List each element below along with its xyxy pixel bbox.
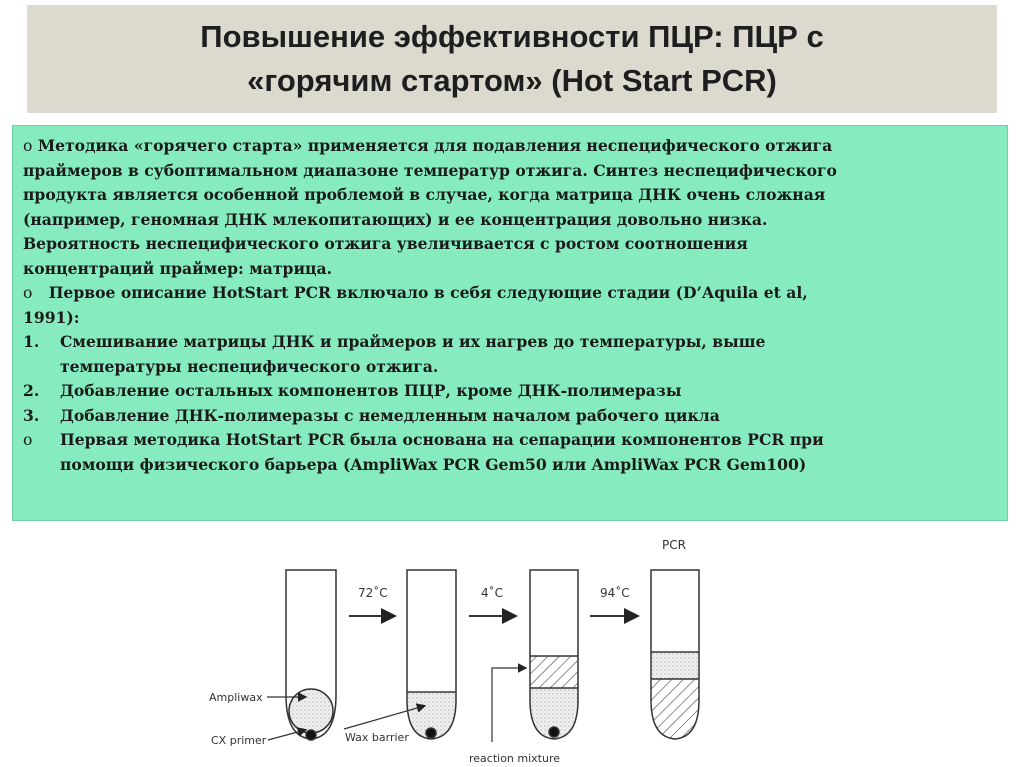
bullet-icon: o <box>23 284 33 302</box>
p1-line: (например, геномная ДНК млекопитающих) и ее концентрация довольно низка. <box>23 209 768 229</box>
step-2 <box>23 379 1007 404</box>
p1-line: Вероятность неспецифического отжига увеличивается с ростом соотношения <box>23 234 748 253</box>
p3-line <box>23 428 1007 453</box>
tube-3 <box>530 570 578 739</box>
tube-2 <box>407 570 456 739</box>
content-box <box>12 125 1008 521</box>
ampliwax-label: Ampliwax <box>209 691 263 704</box>
text: Добавление ДНК-полимеразы с немедленным началом рабочего цикла <box>60 405 720 425</box>
temp-94: 94˚C <box>600 586 630 600</box>
temp-72: 72˚C <box>358 586 388 600</box>
pcr-label: PCR <box>662 538 686 552</box>
p2-line <box>23 281 1007 306</box>
title-line-2: «горячим стартом» (Hot Start PCR) <box>247 63 777 98</box>
text: Методика «горячего старта» применяется для подавления неспецифического отжига <box>37 136 833 155</box>
primer-label: CX primer <box>211 734 267 747</box>
hot-start-diagram <box>0 525 1024 767</box>
reaction-mixture-label: reaction mixture <box>469 752 561 765</box>
text: Добавление остальных компонентов ПЦР, кроме ДНК-полимеразы <box>60 381 682 400</box>
text: Смешивание матрицы ДНК и праймеров и их нагрев до температуры, выше <box>60 332 766 351</box>
p2-line: 1991): <box>23 307 80 327</box>
step-number: 1. <box>23 332 40 351</box>
temp-4: 4˚C <box>481 586 504 600</box>
tube-1 <box>286 570 336 740</box>
step-1-cont: температуры неспецифического отжига. <box>60 356 439 376</box>
p3-line: помощи физического барьера (AmpliWax PCR Gem50 или AmpliWax PCR Gem100) <box>60 454 807 474</box>
p1-line: продукта является особенной проблемой в случае, когда матрица ДНК очень сложная <box>23 185 826 204</box>
bullet-icon: o <box>23 137 33 155</box>
step-3 <box>23 404 1007 429</box>
text: Первая методика HotStart PCR была основана на сепарации компонентов PCR при <box>60 430 824 449</box>
bullet-icon: o <box>23 431 33 449</box>
step-number: 2. <box>23 381 40 400</box>
p1-line: концентраций праймер: матрица. <box>23 258 333 278</box>
step-number: 3. <box>23 405 40 425</box>
slide-title <box>27 5 997 113</box>
p1-line: праймеров в субоптимальном диапазоне температур отжига. Синтез неспецифического <box>23 160 837 180</box>
step-1 <box>23 330 1007 355</box>
tube-4 <box>651 570 699 739</box>
title-line-1: Повышение эффективности ПЦР: ПЦР с <box>200 19 824 54</box>
text: Первое описание HotStart PCR включало в себя следующие стадии (D’Aquila et al, <box>48 283 808 302</box>
p1-line <box>23 134 1007 159</box>
wax-barrier-label: Wax barrier <box>345 731 409 744</box>
